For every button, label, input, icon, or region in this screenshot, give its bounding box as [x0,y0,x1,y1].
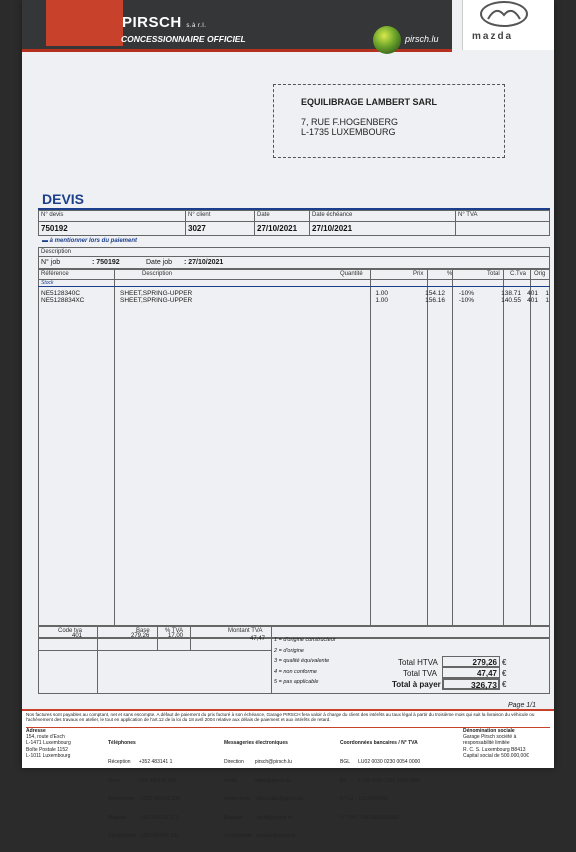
currency-symbol: € [502,669,507,678]
legend-item: 5 = pas applicable [274,679,319,685]
divider [455,210,456,236]
divider [309,210,310,236]
row-pct: -10% [458,297,474,304]
row-prix: 154.12 [425,290,445,297]
row-prix: 156.16 [425,297,445,304]
footer-line: R. C. S. Luxembourg B8413 [463,746,526,753]
document-sheet [22,0,554,840]
job-number: : 750192 [92,259,120,266]
footer-line: Après-vente +352 483141 204 [108,796,180,803]
footer-line: Fleet +352 483141 242 [108,777,177,784]
mazda-wordmark: mazda [472,31,514,42]
column-divider [503,269,504,626]
row-ref: NE5128834XC [41,297,85,304]
legend-item: 1 = d'origine constructeur [274,637,336,643]
payment-notice: Nos factures sont payables au comptant, net et sans escompte. A défaut de paiement du prix facturé à son échéance, Garage PIRSCH fera valoir à charge du client des intérêts au taux légal à partir du troisième mois qui suit la livraison du véhicule ou l'achèvement des travaux en atelier, le tout en application de l'art.12 de la loi du 18 avril 2004 relative aux délais de paiement et aux intérêts de retard. [26,712,535,723]
row-total: 138.71 [501,290,521,297]
footer-line: responsabilité limitée [463,740,510,747]
mazda-emblem-icon [480,1,528,27]
row-desc: SHEET,SPRING-UPPER [120,297,193,304]
footer-col-title: Dénomination sociale [463,728,515,734]
tva-no-label: N° TVA [458,212,478,218]
footer-rule [22,709,554,711]
footer-line: Après-vente after.sales@pirsch.lu [224,796,303,803]
footer-line: N° LU LU10430466 [340,796,388,803]
divider [157,626,158,650]
description-label: Description [41,249,72,255]
column-divider [427,269,428,626]
divider [190,626,191,650]
divider [254,210,255,236]
footer-line: Garage Pirsch société à [463,734,517,741]
page-number: Page 1/1 [508,702,537,709]
footer-line: Boîte Postale 1152 [26,746,68,753]
divider [38,256,550,257]
total-tva-value: 47,47 [476,669,497,678]
legend-item: 2 = d'origine [274,647,304,654]
brand-tagline: CONCESSIONNAIRE OFFICIEL [121,34,246,44]
footer-line: BIL LU30 0020 1311 1000 0000 [340,777,421,784]
footer-line: Magasin parts@pirsch.lu [224,814,292,821]
footer-line: Vente sales@pirsch.lu [224,777,291,784]
job-no-label: N° job [41,259,61,266]
total-htva-label: Total HTVA [398,658,438,667]
recipient-city: L-1735 LUXEMBOURG [301,127,396,137]
row-qty: 1.00 [375,297,388,304]
recipient-street: 7, RUE F.HOGENBERG [301,117,399,127]
footer-col-title: Coordonnées bancaires / N° TVA [340,740,418,747]
montant-tva-value: 47,47 [250,636,266,642]
recipient-address-box [273,84,505,158]
montant-tva-label: Montant TVA [228,628,263,634]
pct-tva-value: 17,00 [168,633,184,639]
footer-company [463,728,551,759]
footer-emails [224,728,334,852]
total-htva-value: 279,26 [472,658,497,667]
currency-symbol: € [502,680,507,689]
row-total: 140.55 [501,297,521,304]
divider [97,626,98,694]
col-header-prix: Prix [413,271,424,277]
client-number: 3027 [188,224,206,233]
currency-symbol: € [502,658,507,667]
divider [38,221,550,222]
row-ctva: 401 [527,297,538,304]
date-job: : 27/10/2021 [184,259,224,266]
code-tva-value: 401 [72,633,83,639]
pct-tva-label: % TVA [165,628,184,634]
group-label: Stock [41,280,54,286]
divider [185,210,186,236]
row-orig: 1 [545,290,549,297]
due-date-label: Date échéance [312,212,353,218]
devis-no-label: N° devis [41,212,64,218]
column-divider [370,269,371,626]
col-header-ctva: C.Tva [510,271,527,277]
footer-line: N° TVA TVA19882400650 [340,814,399,821]
footer-col-title: Téléphones [108,740,136,747]
footer-line: Réception +352 483141 1 [108,759,173,766]
origin-legend [274,635,336,688]
col-header-total: Total [487,271,500,277]
legend-item: 4 = non conforme [274,668,317,675]
base-label: Base [136,628,150,634]
footer-line: Comptabilité +352 483141 231 [108,833,180,840]
total-pay-label: Total à payer [392,680,441,689]
due-date: 27/10/2021 [312,224,353,233]
footer-col-title: Adresse [26,728,46,734]
total-tva-label: Total TVA [403,669,437,678]
divider [38,650,271,651]
brand-red-block [46,0,123,46]
row-orig: 1 [545,297,549,304]
document-date: 27/10/2021 [257,224,298,233]
document-title: DEVIS [42,191,85,207]
devis-number: 750192 [41,224,68,233]
date-job-label: Date job [146,259,173,266]
footer-line: Magasin +352 483141 273 [108,814,179,821]
footer-address [26,728,106,759]
row-qty: 1.00 [375,290,388,297]
website-label: pirsch.lu [405,34,439,44]
footer-line: Direction pirsch@pirsch.lu [224,759,292,766]
recipient-name: EQUILIBRAGE LAMBERT SARL [301,97,437,107]
footer-line: Comptabilité compta@pirsch.lu [224,833,297,840]
footer-phones [108,728,218,852]
row-desc: SHEET,SPRING-UPPER [120,290,193,297]
row-ref: NE5128340C [41,290,81,297]
col-header-qty: Quantité [340,271,363,277]
payment-mention: ▬ à mentionner lors du paiement [42,238,138,244]
row-ctva: 401 [527,290,538,297]
col-header-pct: % [447,271,453,277]
footer-line: 154, route d'Esch [26,734,65,741]
date-label: Date [257,212,270,218]
globe-icon [373,26,401,54]
base-value: 279,26 [131,633,150,639]
total-pay-value: 326,73 [471,680,497,690]
column-divider [530,269,531,626]
legend-item: 3 = qualité équivalente [274,658,330,664]
column-divider [452,269,453,626]
footer-line: L-1011 Luxembourg [26,752,71,759]
footer-line: BGL LU02 0030 0230 0054 0000 [340,759,421,766]
divider [271,626,272,694]
col-header-orig: Orig [534,271,546,277]
client-no-label: N° client [188,212,211,218]
col-header-desc: Description [142,271,173,277]
column-divider [114,269,115,626]
footer-bank [340,728,460,833]
footer-line: Capital social de 500.000,00€ [463,752,529,759]
divider [38,286,550,287]
footer-line: L-1471 Luxembourg [26,740,71,747]
footer-col-title: Messageries électroniques [224,740,288,747]
brand-logo: PIRSCH s.à r.l. [122,14,207,31]
row-pct: -10% [458,290,474,297]
code-tva-label: Code tva [58,628,83,634]
col-header-ref: Référence [41,271,69,277]
